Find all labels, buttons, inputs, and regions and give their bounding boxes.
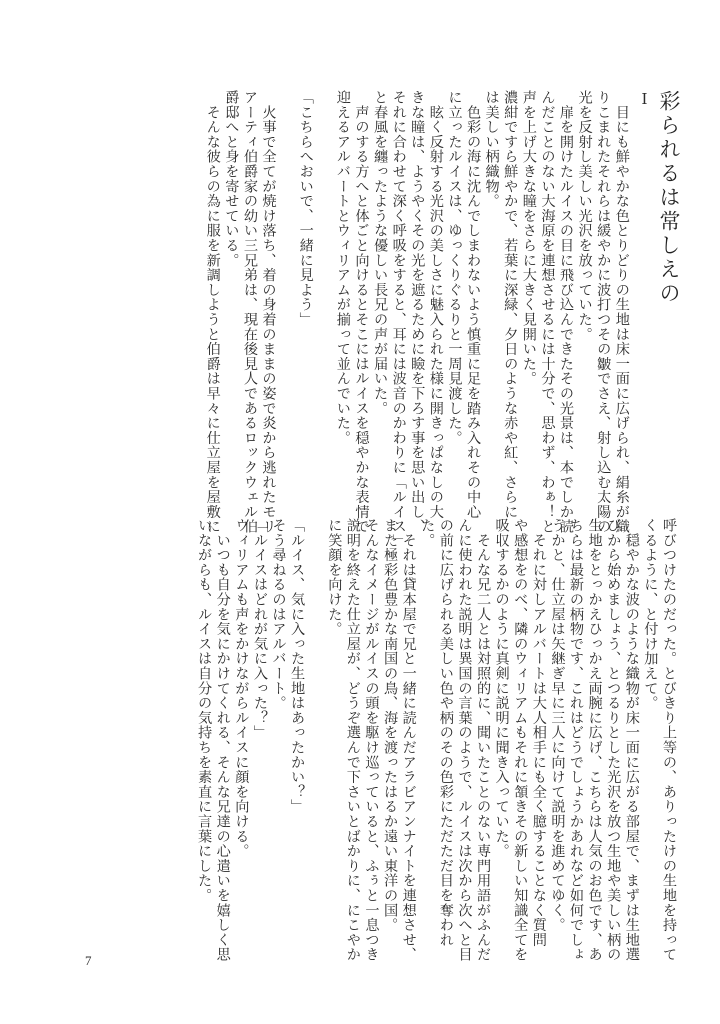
text-line: 吸収するかのように真剣に説明に聞き入っていた。	[493, 518, 510, 859]
text-line: 眩く反射する光沢の美しさに魅入られた様に開きっぱなしの大	[427, 90, 444, 520]
text-line: に立ったルイスは、ゆっくりぐるりと一周見渡した。	[446, 90, 463, 446]
text-line: 声を上げ大きな瞳をさらに大きく見開いた。	[520, 90, 537, 386]
text-line: 目にも鮮やかな色とりどりの生地は床一面に広げられ、絹糸が織	[613, 90, 630, 534]
text-line: いながらも、ルイスは自分の気持ちを素直に言葉にした。	[196, 518, 213, 903]
blank-line	[278, 90, 297, 490]
text-line: 爵邸へと身を寄せている。	[223, 90, 240, 268]
text-line: きな瞳は、ようやくその光を遮るために瞼を下ろす事を思い出し、	[409, 90, 426, 534]
bottom-text-block	[195, 518, 678, 962]
text-line: た。	[419, 518, 436, 548]
text-line: や感想をのべ、隣のウィリアムもそれに頷きその新しい知識全てを	[512, 518, 529, 962]
text-line: 呼びつけたのだった。とびきり上等の、ありったけの生地を持って	[661, 518, 677, 962]
text-line: それに合わせて深く呼吸をすると、耳には波音のかわりに「ルイス」	[390, 90, 407, 549]
text-line: アーティ伯爵家の幼い三兄弟は、現在後見人であるロックウェル伯	[241, 90, 258, 534]
text-line: びから始めましょう、とつるりとした光沢を放つ生地や美しい柄の	[605, 518, 622, 962]
text-line: ちらは最新の柄物です、これはどうでしょうかあれなど如何でしょ	[568, 518, 585, 962]
dialogue-line: 「ルイス、気に入った生地はあったかい？」	[289, 518, 306, 814]
text-line: そんなイメージがルイスの頭を駆け巡っていると、ふぅと一息つき	[363, 518, 380, 962]
text-line: そんな彼らの為に服を新調しようと伯爵は早々に仕立屋を屋敷に	[204, 90, 221, 534]
text-line: 声のする方へと体ごと向けるとそこにはルイスを穏やかな表情で	[353, 90, 370, 534]
text-line: ウィリアムも声をかけながらルイスに顔を向ける。	[233, 518, 250, 859]
blank-line	[315, 90, 334, 490]
text-line: また極彩色豊かな南国の鳥、海を渡ったはるか遠い東洋の国。	[382, 518, 399, 933]
text-line: 濃紺ですら鮮やかで、若葉に深緑、夕日のような赤や紅、さらに	[502, 90, 519, 520]
text-line: それは貸本屋で兄と一緒に読んだアラビアンナイトを連想させ、	[400, 518, 417, 962]
text-line: 火事で全てが焼け落ち、着の身着のままの姿で炎から逃れたモリ	[260, 90, 277, 534]
text-line: りこまれたそれらは緩やかに波打つその皺でさえ、射し込む太陽の	[595, 90, 612, 534]
text-line: と春風を纏ったような優しい長兄の声が届いた。	[372, 90, 389, 416]
text-line: 扉を開けたルイスの目に飛び込んできたその光景は、本でしか読	[558, 90, 575, 534]
text-line: そんな兄二人とは対照的に、聞いたことのない専門用語がふんだ	[475, 518, 492, 962]
text-line: 迎えるアルバートとウィリアムが揃って並んでいた。	[334, 90, 351, 446]
text-line: そう尋ねるのはアルバート。	[270, 518, 287, 711]
text-line: 色彩の海に沈んでしまわないよう慎重に足を踏み入れその中心	[465, 90, 482, 520]
text-line: んに使われた説明は異国の言葉のようで、ルイスは次から次へと目	[456, 518, 473, 962]
blank-line	[306, 518, 325, 918]
text-line: 生地をとっかえひっかえ両腕に広げ、こちらは人気のお色です、あ	[586, 518, 603, 962]
text-line: の前に広げられる美しい色や柄のその色彩にただただ目を奪われ	[437, 518, 454, 948]
page-number: 7	[85, 953, 92, 968]
chapter-number: I	[635, 90, 654, 108]
dialogue-line: 「こちらへおいで、一緒に見よう」	[297, 90, 314, 327]
text-line: うかと、仕立屋は矢継ぎ早に三人に向けて説明を進めてゆく。	[549, 518, 566, 933]
dialogue-line: 「ルイスはどれが気に入った？」	[251, 518, 268, 740]
top-text-block	[203, 90, 681, 549]
text-line: くるように、と付け加えて。	[642, 518, 659, 711]
text-line: 光を反射し美しい光沢を放っていた。	[576, 90, 593, 342]
text-line: に笑顔を向けた。	[326, 518, 343, 637]
text-line: いつも自分を気にかけてくれる、そんな兄達の心遣いを嬉しく思	[214, 518, 231, 962]
text-line: んだことのない大海原を連想させるには十分で、思わず、わぁ！と	[539, 90, 556, 534]
text-line: は美しい柄織物。	[483, 90, 500, 209]
text-line: それに対しアルバートは大人相手にも全く臆することなく質問	[530, 518, 547, 948]
text-line: 説明を終えた仕立屋が、どうぞ選んで下さいとばかりに、にこやか	[344, 518, 361, 962]
text-line: 穏やかな波のような織物が床一面に広がる部屋で、まずは生地選	[623, 518, 640, 962]
story-title: 彩られるは常しえの	[657, 90, 681, 306]
